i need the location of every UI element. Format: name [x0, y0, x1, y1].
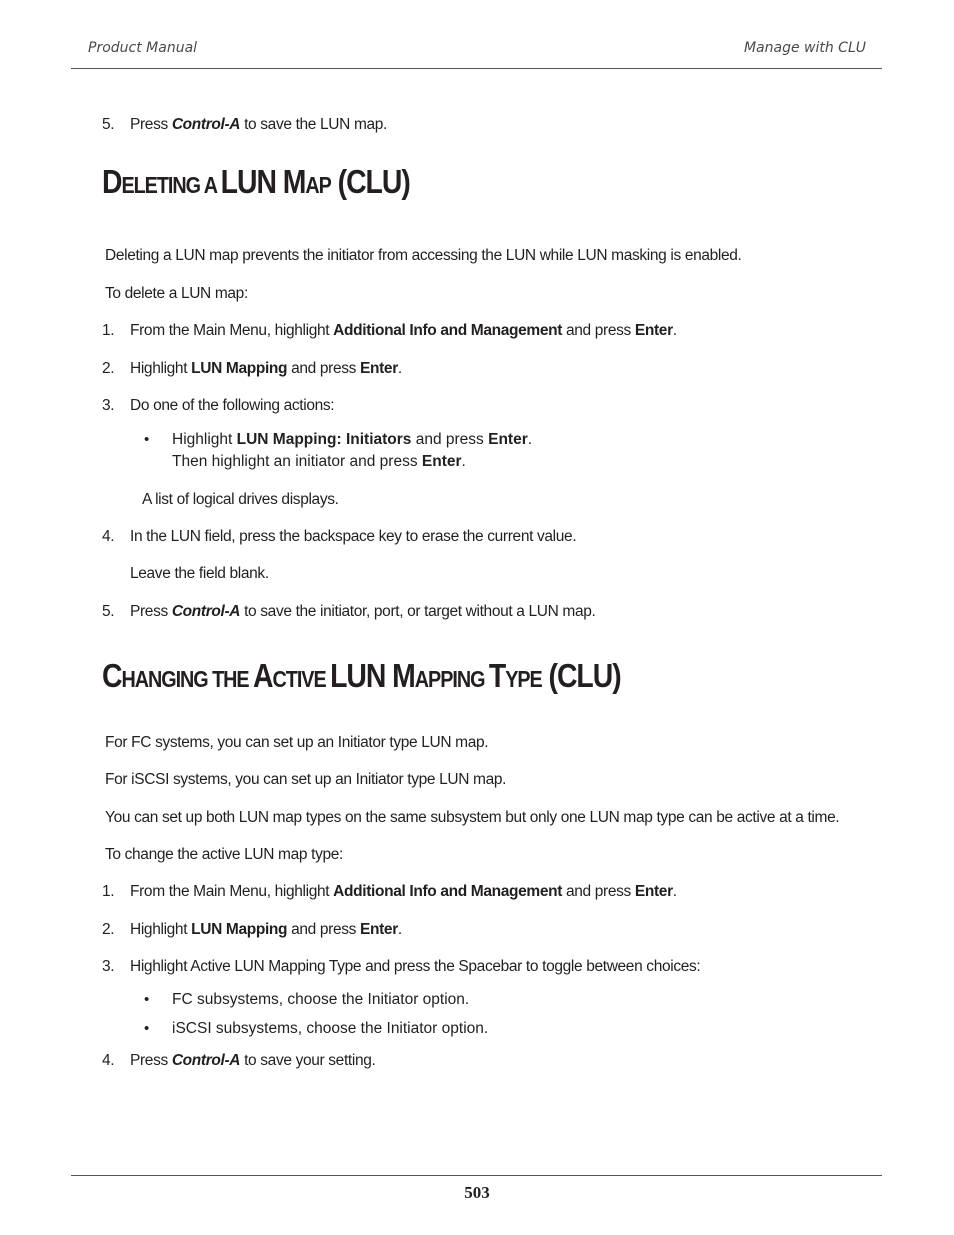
bullet-text: iSCSI subsystems, choose the Initiator option.	[172, 1020, 489, 1037]
step-number: 3.	[102, 397, 115, 414]
bullet-mark: •	[144, 431, 150, 448]
step-text: In the LUN field, press the backspace key to erase the current value.	[130, 528, 577, 545]
note-text: A list of logical drives displays.	[142, 491, 339, 508]
step-number: 2.	[102, 921, 115, 938]
header-rule	[71, 68, 882, 69]
key-name: Control-A	[171, 116, 241, 133]
step-number: 1.	[102, 322, 115, 339]
step-text: Press Control-A to save your setting.	[130, 1052, 376, 1069]
step-number: 3.	[102, 958, 115, 975]
bullet-text: Highlight LUN Mapping: Initiators and press Enter.	[172, 431, 533, 448]
step-text: From the Main Menu, highlight Additional Info and Management and press Enter.	[130, 883, 677, 900]
step-number: 5.	[102, 603, 115, 620]
bullet-mark: •	[144, 1020, 150, 1037]
bullet-text: FC subsystems, choose the Initiator option.	[172, 991, 470, 1008]
step-text: Press Control-A to save the initiator, port, or target without a LUN map.	[130, 603, 596, 620]
bullet-text: Then highlight an initiator and press Enter.	[172, 453, 466, 470]
step-number: 1.	[102, 883, 115, 900]
note-text: Leave the field blank.	[130, 565, 269, 582]
running-header-right: Manage with CLU	[743, 40, 866, 56]
section-heading-change-active-lun-mapping-type: CHANGING THE ACTIVE LUN MAPPING TYPE (CLU)	[102, 657, 621, 694]
key-name: Control-A	[171, 1052, 241, 1069]
step-text: From the Main Menu, highlight Additional Info and Management and press Enter.	[130, 322, 677, 339]
step-text: Press Control-A to save the LUN map.	[130, 116, 388, 133]
paragraph: For FC systems, you can set up an Initiator type LUN map.	[105, 734, 489, 751]
page-number: 503	[464, 1183, 490, 1202]
footer-rule	[71, 1175, 882, 1176]
step-text: Do one of the following actions:	[130, 397, 335, 414]
paragraph: To change the active LUN map type:	[105, 846, 343, 863]
bullet-mark: •	[144, 991, 150, 1008]
key-name: Control-A	[171, 603, 241, 620]
step-number: 4.	[102, 528, 115, 545]
paragraph: You can set up both LUN map types on the same subsystem but only one LUN map type can be active at a time.	[105, 809, 840, 826]
paragraph: To delete a LUN map:	[105, 285, 248, 302]
paragraph: Deleting a LUN map prevents the initiator from accessing the LUN while LUN masking is enabled.	[105, 247, 742, 264]
step-number: 2.	[102, 360, 115, 377]
step-number: 4.	[102, 1052, 115, 1069]
step-number: 5.	[102, 116, 115, 133]
section-heading-delete-lun-map: DELETING A LUN MAP (CLU)	[102, 163, 410, 200]
paragraph: For iSCSI systems, you can set up an Initiator type LUN map.	[105, 771, 507, 788]
step-text: Highlight Active LUN Mapping Type and press the Spacebar to toggle between choices:	[130, 958, 701, 975]
step-text: Highlight LUN Mapping and press Enter.	[130, 921, 402, 938]
step-text: Highlight LUN Mapping and press Enter.	[130, 360, 402, 377]
running-header-left: Product Manual	[88, 40, 198, 56]
